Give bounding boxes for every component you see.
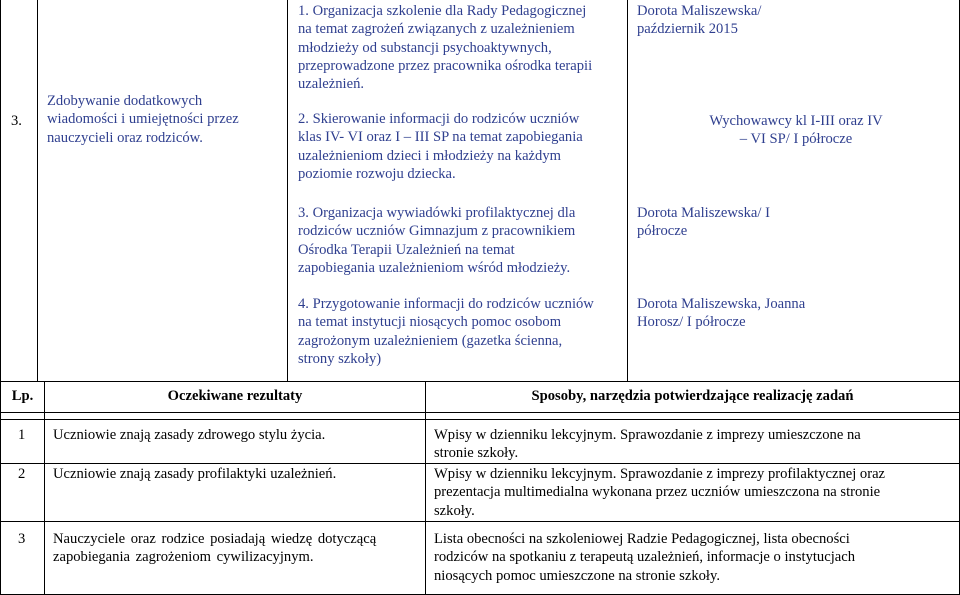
results-row-divider [0, 412, 960, 413]
task-4-text: 4. Przygotowanie informacji do rodziców uczniów na temat instytucji niosących pomoc osobom zagrożonym uzależnieniem (gazetka ścienna, strony szkoły) [298, 296, 594, 367]
header-lp: Lp. [11, 388, 34, 404]
row-3-expected: Nauczyciele oraz rodzice posiadają wiedzę dotyczącą zapobiegania zagrożeniom cywilizacyjnym. [53, 531, 377, 566]
task-1 [298, 2, 624, 93]
task-2-responsible: Wychowawcy kl I-III oraz IV – VI SP/ I półrocze [709, 113, 883, 148]
row-3-lp: 3 [18, 531, 26, 547]
row-1-methods: Wpisy w dzienniku lekcyjnym. Sprawozdanie z imprezy umieszczone na stronie szkoły. [434, 427, 861, 462]
task-4-responsible: Dorota Maliszewska, Joanna Horosz/ I półrocze [637, 296, 806, 331]
plan-number: 3. [11, 113, 22, 129]
row-1-expected: Uczniowie znają zasady zdrowego stylu życia. [53, 427, 326, 443]
plan-divider [287, 0, 288, 381]
task-2-text: 2. Skierowanie informacji do rodziców uczniów klas IV- VI oraz I – III SP na temat zapobiegania uzależnieniom dzieci i młodzieży na każdym poziomie rozwoju dziecka. [298, 111, 583, 182]
task-1-responsible: Dorota Maliszewska/ październik 2015 [637, 3, 762, 38]
results-border-top [0, 381, 960, 382]
plan-border-left [0, 0, 1, 381]
header-expected-results: Oczekiwane rezultaty [167, 388, 303, 404]
results-row-divider [0, 419, 960, 420]
task-2 [298, 110, 624, 183]
row-3-methods: Lista obecności na szkoleniowej Radzie Pedagogicznej, lista obecności rodziców na spotkaniu z terapeutą uzależnień, informacje o instytucjach niosących pomoc umieszczone na stronie szkoły. [434, 531, 856, 584]
plan-divider [627, 0, 628, 381]
plan-goal: Zdobywanie dodatkowych wiadomości i umiejętności przez nauczycieli oraz rodziców. [47, 93, 239, 146]
results-col-divider [425, 381, 426, 595]
results-col-divider [44, 381, 45, 595]
results-row-divider [0, 521, 960, 522]
row-2-lp: 2 [18, 466, 26, 482]
results-row-divider [0, 463, 960, 464]
results-border-left [0, 381, 1, 595]
task-1-text: 1. Organizacja szkolenie dla Rady Pedagogicznej na temat zagrożeń związanych z uzależnieniem młodzieży od substancji psychoaktywnych, przeprowadzone przez pracownika ośrodka terapii uzależnień. [298, 3, 593, 93]
header-methods: Sposoby, narzędzia potwierdzające realizację zadań [531, 388, 854, 404]
task-3-text: 3. Organizacja wywiadówki profilaktycznej dla rodziców uczniów Gimnazjum z pracownikiem Ośrodka Terapii Uzależnień na temat zapobiegania uzależnieniom wśród młodzieży. [298, 205, 576, 276]
row-1-lp: 1 [18, 427, 26, 443]
task-3-responsible: Dorota Maliszewska/ I półrocze [637, 205, 770, 240]
task-4 [298, 295, 624, 368]
plan-divider [37, 0, 38, 381]
row-2-methods: Wpisy w dzienniku lekcyjnym. Sprawozdanie z imprezy profilaktycznej oraz prezentacja multimedialna wykonana przez uczniów umieszczona na stronie szkoły. [434, 466, 886, 519]
row-2-expected: Uczniowie znają zasady profilaktyki uzależnień. [53, 466, 337, 482]
task-3 [298, 204, 624, 277]
